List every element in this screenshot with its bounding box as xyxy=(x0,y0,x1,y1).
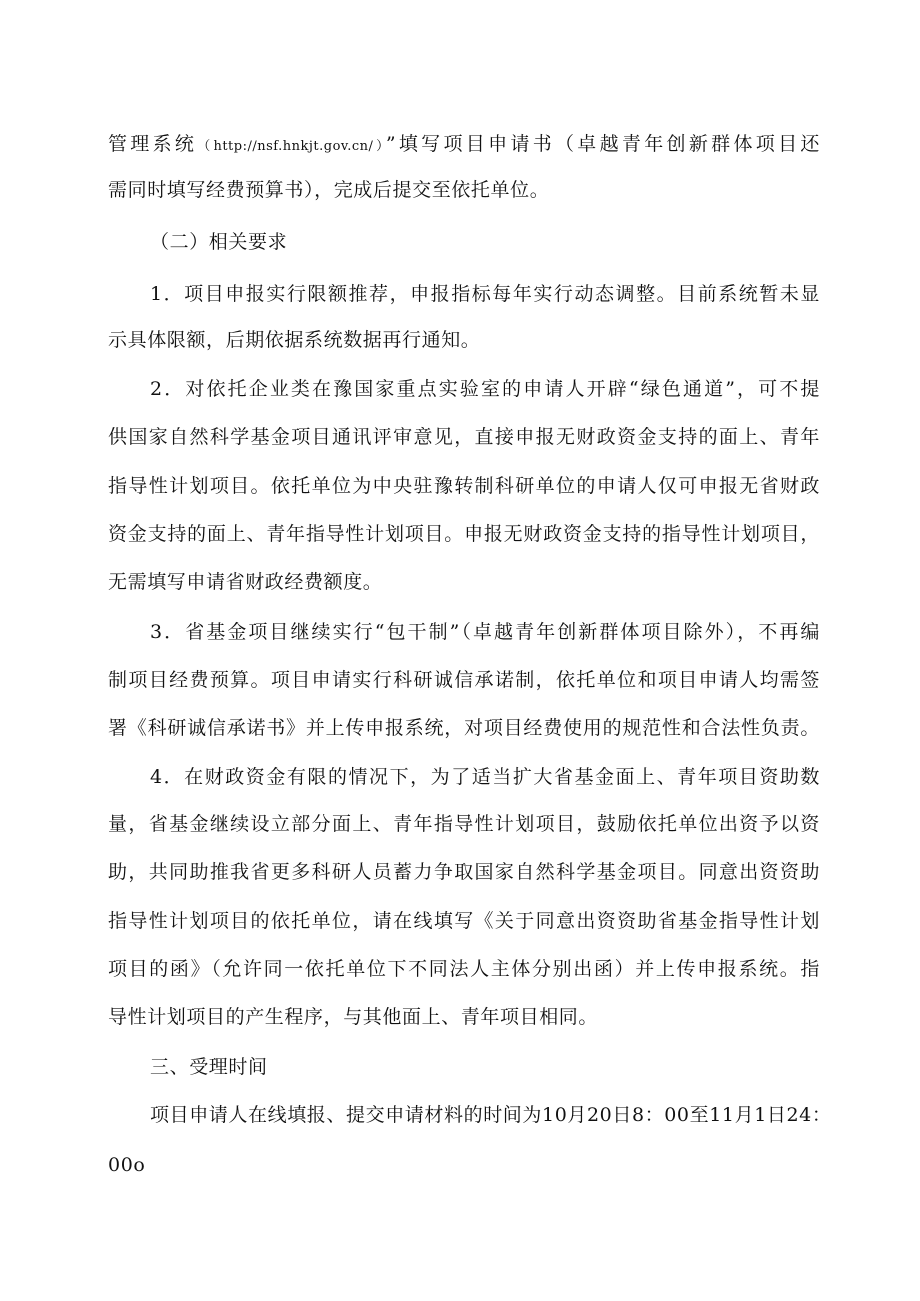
list-item-4-line-1: 4．在财政资金有限的情况下，为了适当扩大省基金面上、青年项目资助数 xyxy=(150,766,820,788)
list-item-4-line-4: 指导性计划项目的依托单位，请在线填写《关于同意出资资助省基金指导性计划 xyxy=(108,910,820,932)
list-item-3-line-1: 3．省基金项目继续实行“包干制”（卓越青年创新群体项目除外），不再编 xyxy=(150,621,820,643)
list-item-1-line-2: 示具体限额，后期依据系统数据再行通知。 xyxy=(108,329,481,351)
list-item-4-line-6: 导性计划项目的产生程序，与其他面上、青年项目相同。 xyxy=(108,1006,599,1028)
list-item-4-line-3: 助，共同助推我省更多科研人员蓄力争取国家自然科学基金项目。同意出资资助 xyxy=(108,861,820,883)
text-segment: ”填写项目申请书（卓越青年创新群体项目还 xyxy=(385,133,821,155)
list-item-2-line-5: 无需填写申请省财政经费额度。 xyxy=(108,571,383,593)
section-heading-acceptance-time: 三、受理时间 xyxy=(150,1056,268,1078)
acceptance-time-line-2: 00o xyxy=(108,1154,146,1176)
list-item-2-line-4: 资金支持的面上、青年指导性计划项目。申报无财政资金支持的指导性计划项目， xyxy=(108,523,820,545)
acceptance-time-line-1: 项目申请人在线填报、提交申请材料的时间为10月20日8：00至11月1日24： xyxy=(150,1104,832,1126)
list-item-2-line-2: 供国家自然科学基金项目通讯评审意见，直接申报无财政资金支持的面上、青年 xyxy=(108,426,820,448)
url-text: （http://nsf.hnkjt.gov.cn/） xyxy=(197,139,386,154)
section-heading-requirements: （二）相关要求 xyxy=(150,231,288,253)
list-item-2-line-1: 2．对依托企业类在豫国家重点实验室的申请人开辟“绿色通道”，可不提 xyxy=(150,378,820,400)
paragraph-line-1 xyxy=(108,131,820,160)
list-item-3-line-3: 署《科研诚信承诺书》并上传申报系统，对项目经费使用的规范性和合法性负责。 xyxy=(108,717,820,739)
text-segment: 管理系统 xyxy=(108,133,198,155)
list-item-4-line-5: 项目的函》（允许同一依托单位下不同法人主体分别出函）并上传申报系统。指 xyxy=(108,958,820,980)
list-item-2-line-3: 指导性计划项目。依托单位为中央驻豫转制科研单位的申请人仅可申报无省财政 xyxy=(108,475,820,497)
paragraph-line-2: 需同时填写经费预算书），完成后提交至依托单位。 xyxy=(108,179,550,201)
list-item-3-line-2: 制项目经费预算。项目申请实行科研诚信承诺制，依托单位和项目申请人均需签 xyxy=(108,669,820,691)
list-item-4-line-2: 量，省基金继续设立部分面上、青年指导性计划项目，鼓励依托单位出资予以资 xyxy=(108,813,820,835)
list-item-1-line-1: 1．项目申报实行限额推荐，申报指标每年实行动态调整。目前系统暂未显 xyxy=(150,283,820,305)
